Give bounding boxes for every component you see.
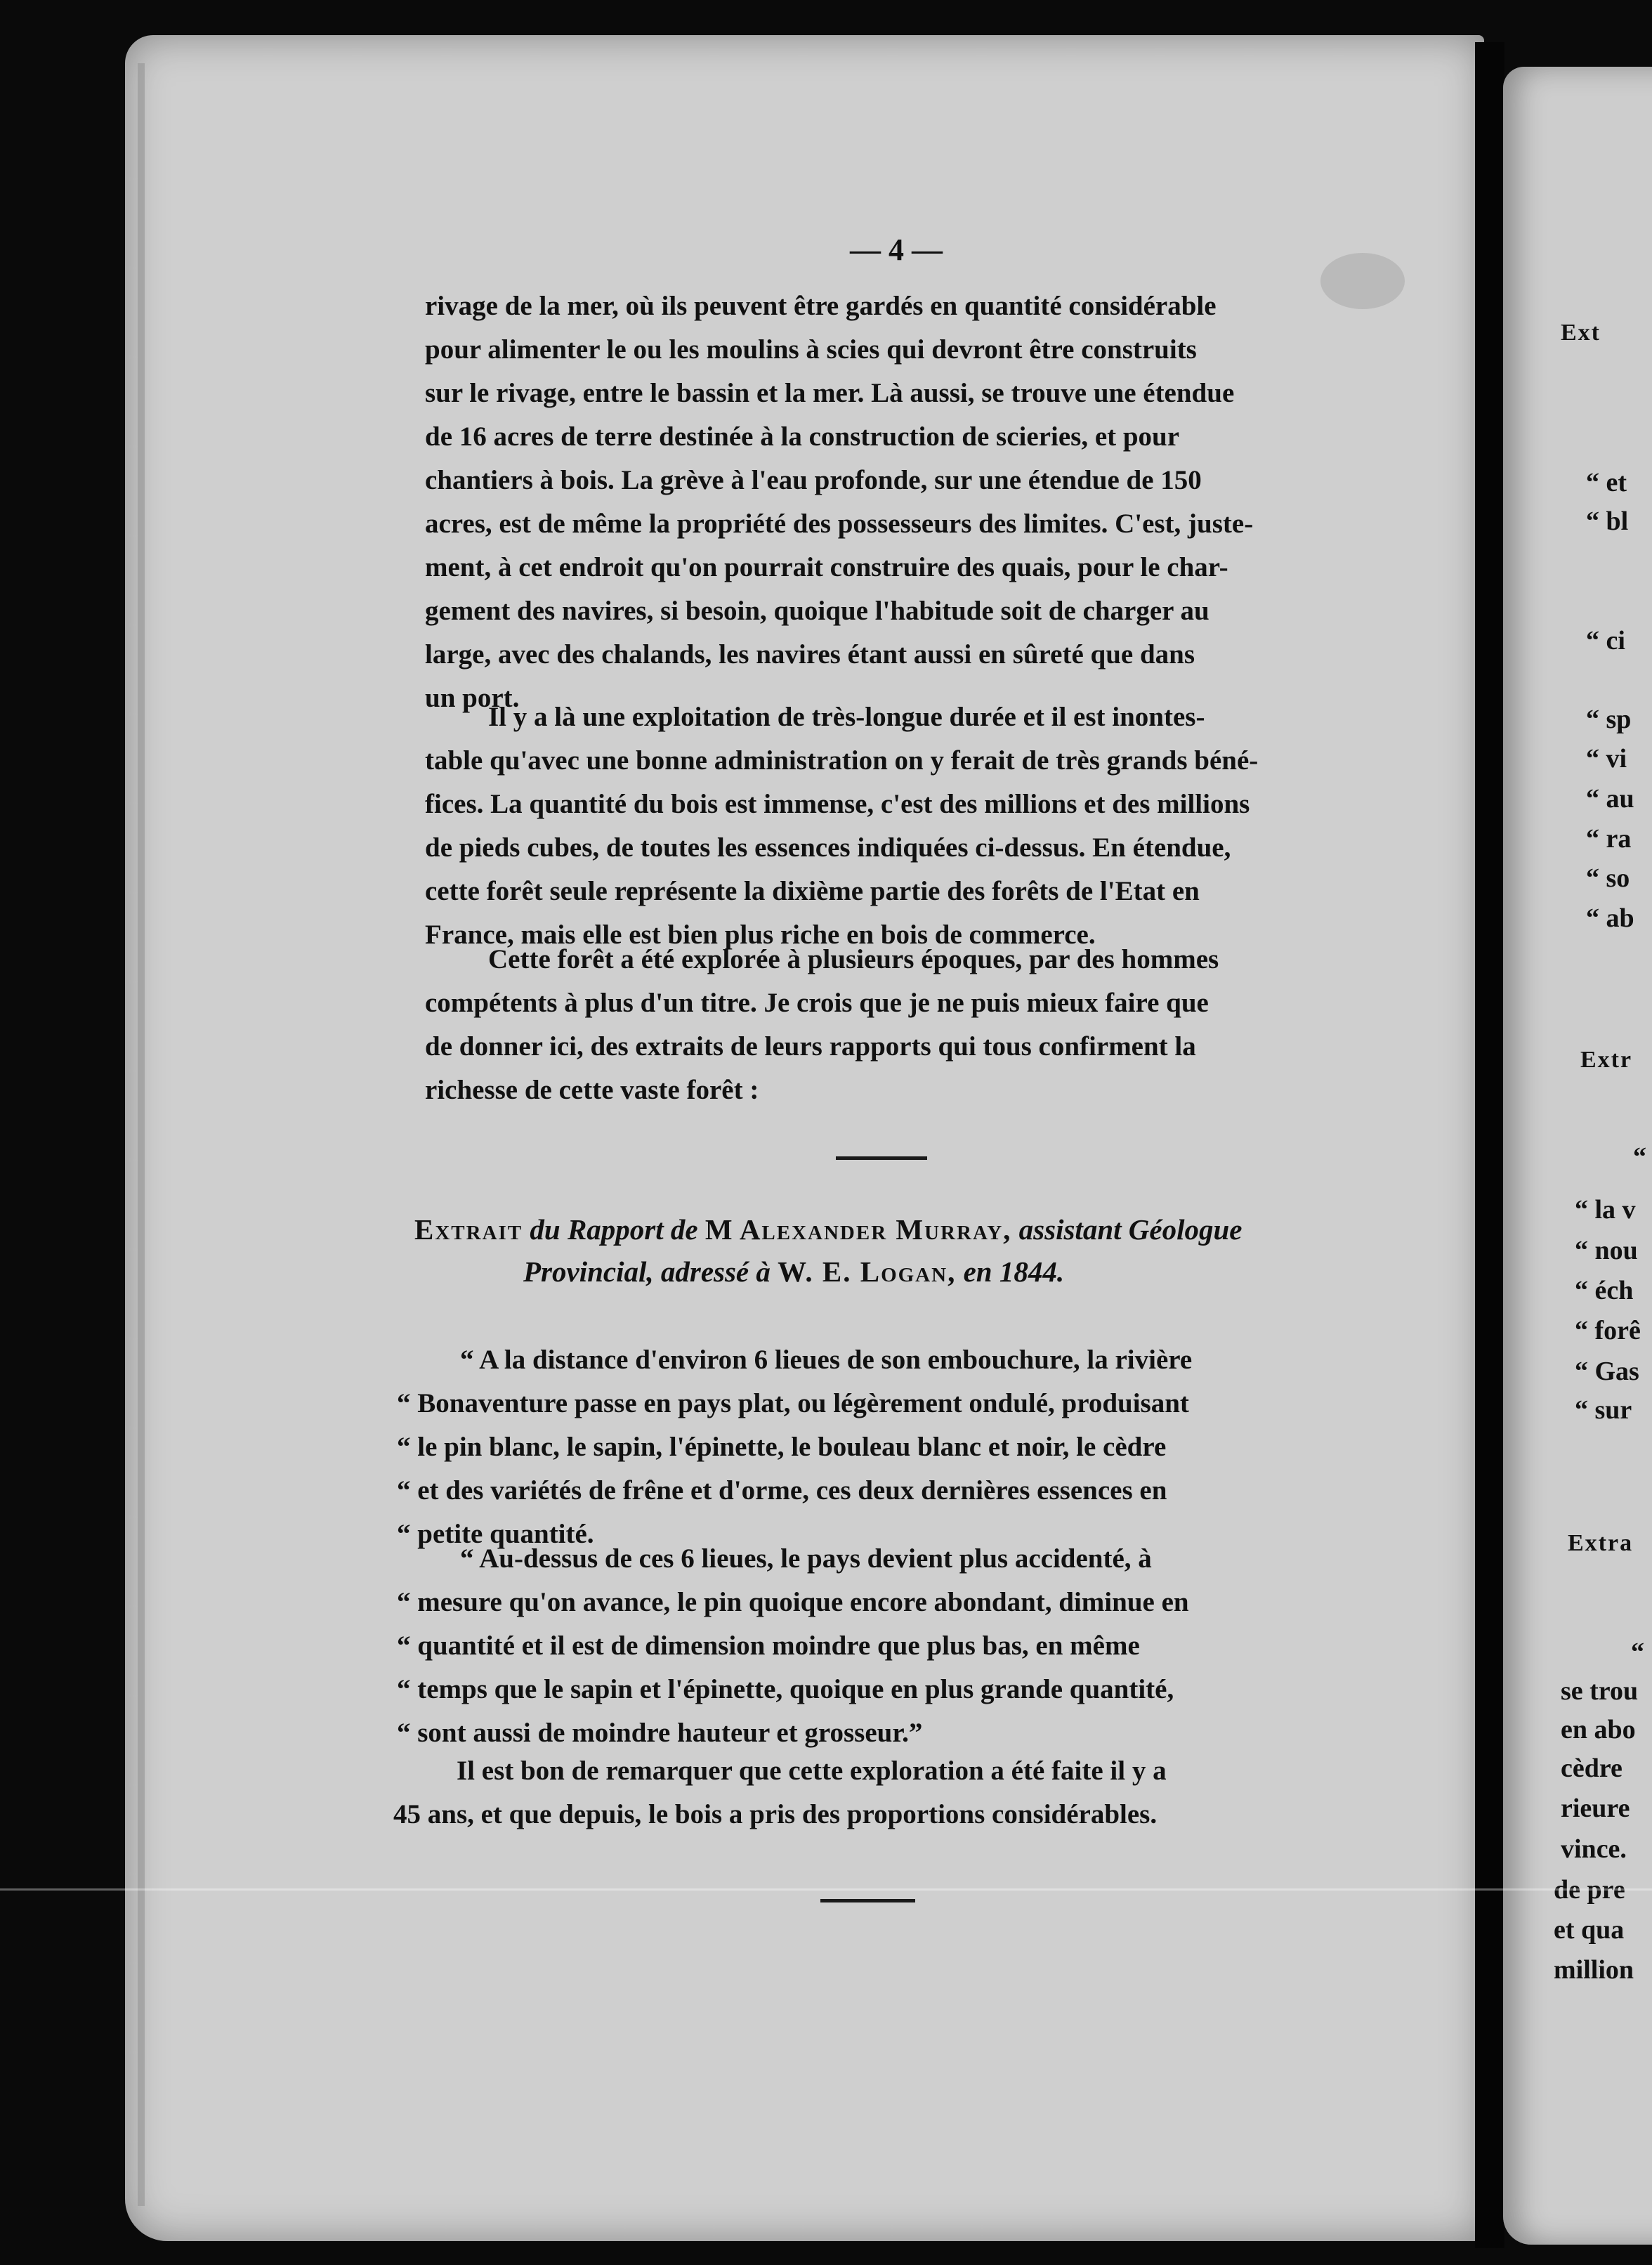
right-text-fragment: million (1554, 1955, 1634, 1985)
paragraph-4 (393, 1749, 1167, 1836)
quote-2 (397, 1537, 1189, 1755)
heading-author-name: Alexander Murray, (739, 1213, 1012, 1246)
quote-line: “ sont aussi de moindre hauteur et grosseur.” (397, 1718, 923, 1748)
quote-line: “ petite quantité. (397, 1519, 594, 1549)
heading-addressed: Provincial, adressé à (523, 1255, 771, 1288)
heading-author-role: assistant Géologue (1018, 1213, 1243, 1246)
right-heading-fragment: Extr (1580, 1047, 1633, 1073)
quote-line: “ Au-dessus de ces 6 lieues, le pays devient plus accidenté, à (460, 1543, 1152, 1574)
text-line: France, mais elle est bien plus riche en bois de commerce. (425, 920, 1096, 950)
heading-line-1 (414, 1208, 1242, 1251)
text-line: sur le rivage, entre le bassin et la mer. Là aussi, se trouve une étendue (425, 378, 1235, 408)
quote-line: “ mesure qu'on avance, le pin quoique encore abondant, diminue en (397, 1587, 1189, 1617)
right-text-fragment: “ vi (1586, 744, 1627, 774)
right-text-fragment: “ et (1586, 468, 1627, 497)
text-line: ment, à cet endroit qu'on pourrait construire des quais, pour le char- (425, 552, 1228, 582)
text-line: de 16 acres de terre destinée à la construction de scieries, et pour (425, 422, 1180, 452)
right-text-fragment: “ nou (1575, 1236, 1638, 1265)
text-line: compétents à plus d'un titre. Je crois que je ne puis mieux faire que (425, 988, 1209, 1018)
right-text-fragment: “ la v (1575, 1195, 1636, 1225)
heading-line-2 (414, 1251, 1242, 1293)
heading-m: M (704, 1213, 733, 1246)
right-text-fragment: vince. (1561, 1834, 1627, 1864)
section-divider (836, 1156, 927, 1160)
quote-line: “ et des variétés de frêne et d'orme, ces deux dernières essences en (397, 1475, 1167, 1506)
page-edge-shadow (138, 63, 145, 2206)
right-text-fragment: “ sur (1575, 1395, 1632, 1425)
right-text-fragment: “ bl (1586, 507, 1629, 536)
right-text-fragment: “ so (1586, 863, 1630, 893)
heading-recipient: W. E. Logan, (778, 1255, 957, 1288)
right-text-fragment: en abo (1561, 1715, 1636, 1744)
right-text-fragment: “ Gas (1575, 1357, 1639, 1386)
quote-line: “ A la distance d'environ 6 lieues de son embouchure, la rivière (460, 1345, 1193, 1375)
heading-year: en 1844. (963, 1255, 1065, 1288)
right-text-fragment: “ ra (1586, 824, 1632, 854)
heading-extrait: Extrait (414, 1213, 523, 1246)
text-line: Il y a là une exploitation de très-longue durée et il est inontes- (488, 702, 1205, 732)
paragraph-1 (425, 285, 1253, 720)
right-heading-fragment: Ext (1561, 320, 1601, 346)
text-line: Il est bon de remarquer que cette exploration a été faite il y a (457, 1756, 1167, 1786)
text-line: pour alimenter le ou les moulins à scies qui devront être construits (425, 334, 1197, 365)
text-line: table qu'avec une bonne administration on y ferait de très grands béné- (425, 745, 1259, 776)
quote-1 (397, 1338, 1192, 1556)
paragraph-3 (425, 938, 1219, 1112)
text-line: un port. (425, 683, 520, 713)
right-text-fragment: “ sp (1586, 705, 1632, 734)
quote-line: “ temps que le sapin et l'épinette, quoique en plus grande quantité, (397, 1674, 1174, 1704)
text-line: large, avec des chalands, les navires étant aussi en sûreté que dans (425, 639, 1195, 670)
text-line: Cette forêt a été explorée à plusieurs époques, par des hommes (488, 944, 1219, 974)
book-gutter (1475, 42, 1504, 2248)
paper-stain (1320, 253, 1405, 309)
text-line: rivage de la mer, où ils peuvent être gardés en quantité considérable (425, 291, 1217, 321)
right-text-fragment: “ ci (1586, 626, 1625, 655)
right-text-fragment: “ ab (1586, 903, 1634, 933)
heading-du-rapport: du Rapport de (530, 1213, 698, 1246)
text-line: 45 ans, et que depuis, le bois a pris des proportions considérables. (393, 1799, 1158, 1829)
page-number: — 4 — (850, 233, 943, 267)
text-line: richesse de cette vaste forêt : (425, 1075, 759, 1105)
quote-line: “ Bonaventure passe en pays plat, ou légèrement ondulé, produisant (397, 1388, 1189, 1418)
text-line: cette forêt seule représente la dixième partie des forêts de l'Etat en (425, 876, 1200, 906)
right-text-fragment: et qua (1554, 1915, 1625, 1945)
extract-heading (414, 1208, 1242, 1293)
right-text-fragment: “ (1633, 1142, 1646, 1172)
right-text-fragment: “ au (1586, 784, 1634, 814)
right-text-fragment: se trou (1561, 1676, 1639, 1706)
text-line: de donner ici, des extraits de leurs rapports qui tous confirment la (425, 1031, 1196, 1062)
quote-line: “ quantité et il est de dimension moindre que plus bas, en même (397, 1631, 1140, 1661)
text-line: chantiers à bois. La grève à l'eau profonde, sur une étendue de 150 (425, 465, 1202, 495)
right-text-fragment: “ forê (1575, 1316, 1641, 1345)
quote-line: “ le pin blanc, le sapin, l'épinette, le bouleau blanc et noir, le cèdre (397, 1432, 1167, 1462)
section-divider (820, 1899, 915, 1902)
right-text-fragment: de pre (1554, 1875, 1625, 1905)
right-text-fragment: rieure (1561, 1794, 1630, 1823)
scan-line-artifact (0, 1888, 1652, 1891)
text-line: gement des navires, si besoin, quoique l'habitude soit de charger au (425, 596, 1210, 626)
right-text-fragment: cèdre (1561, 1754, 1622, 1783)
right-text-fragment: “ (1631, 1638, 1644, 1667)
text-line: fices. La quantité du bois est immense, c'est des millions et des millions (425, 789, 1250, 819)
right-heading-fragment: Extra (1568, 1530, 1634, 1556)
text-line: de pieds cubes, de toutes les essences indiquées ci-dessus. En étendue, (425, 833, 1231, 863)
paragraph-2 (425, 696, 1258, 957)
right-text-fragment: “ éch (1575, 1276, 1634, 1305)
text-line: acres, est de même la propriété des possesseurs des limites. C'est, juste- (425, 509, 1254, 539)
